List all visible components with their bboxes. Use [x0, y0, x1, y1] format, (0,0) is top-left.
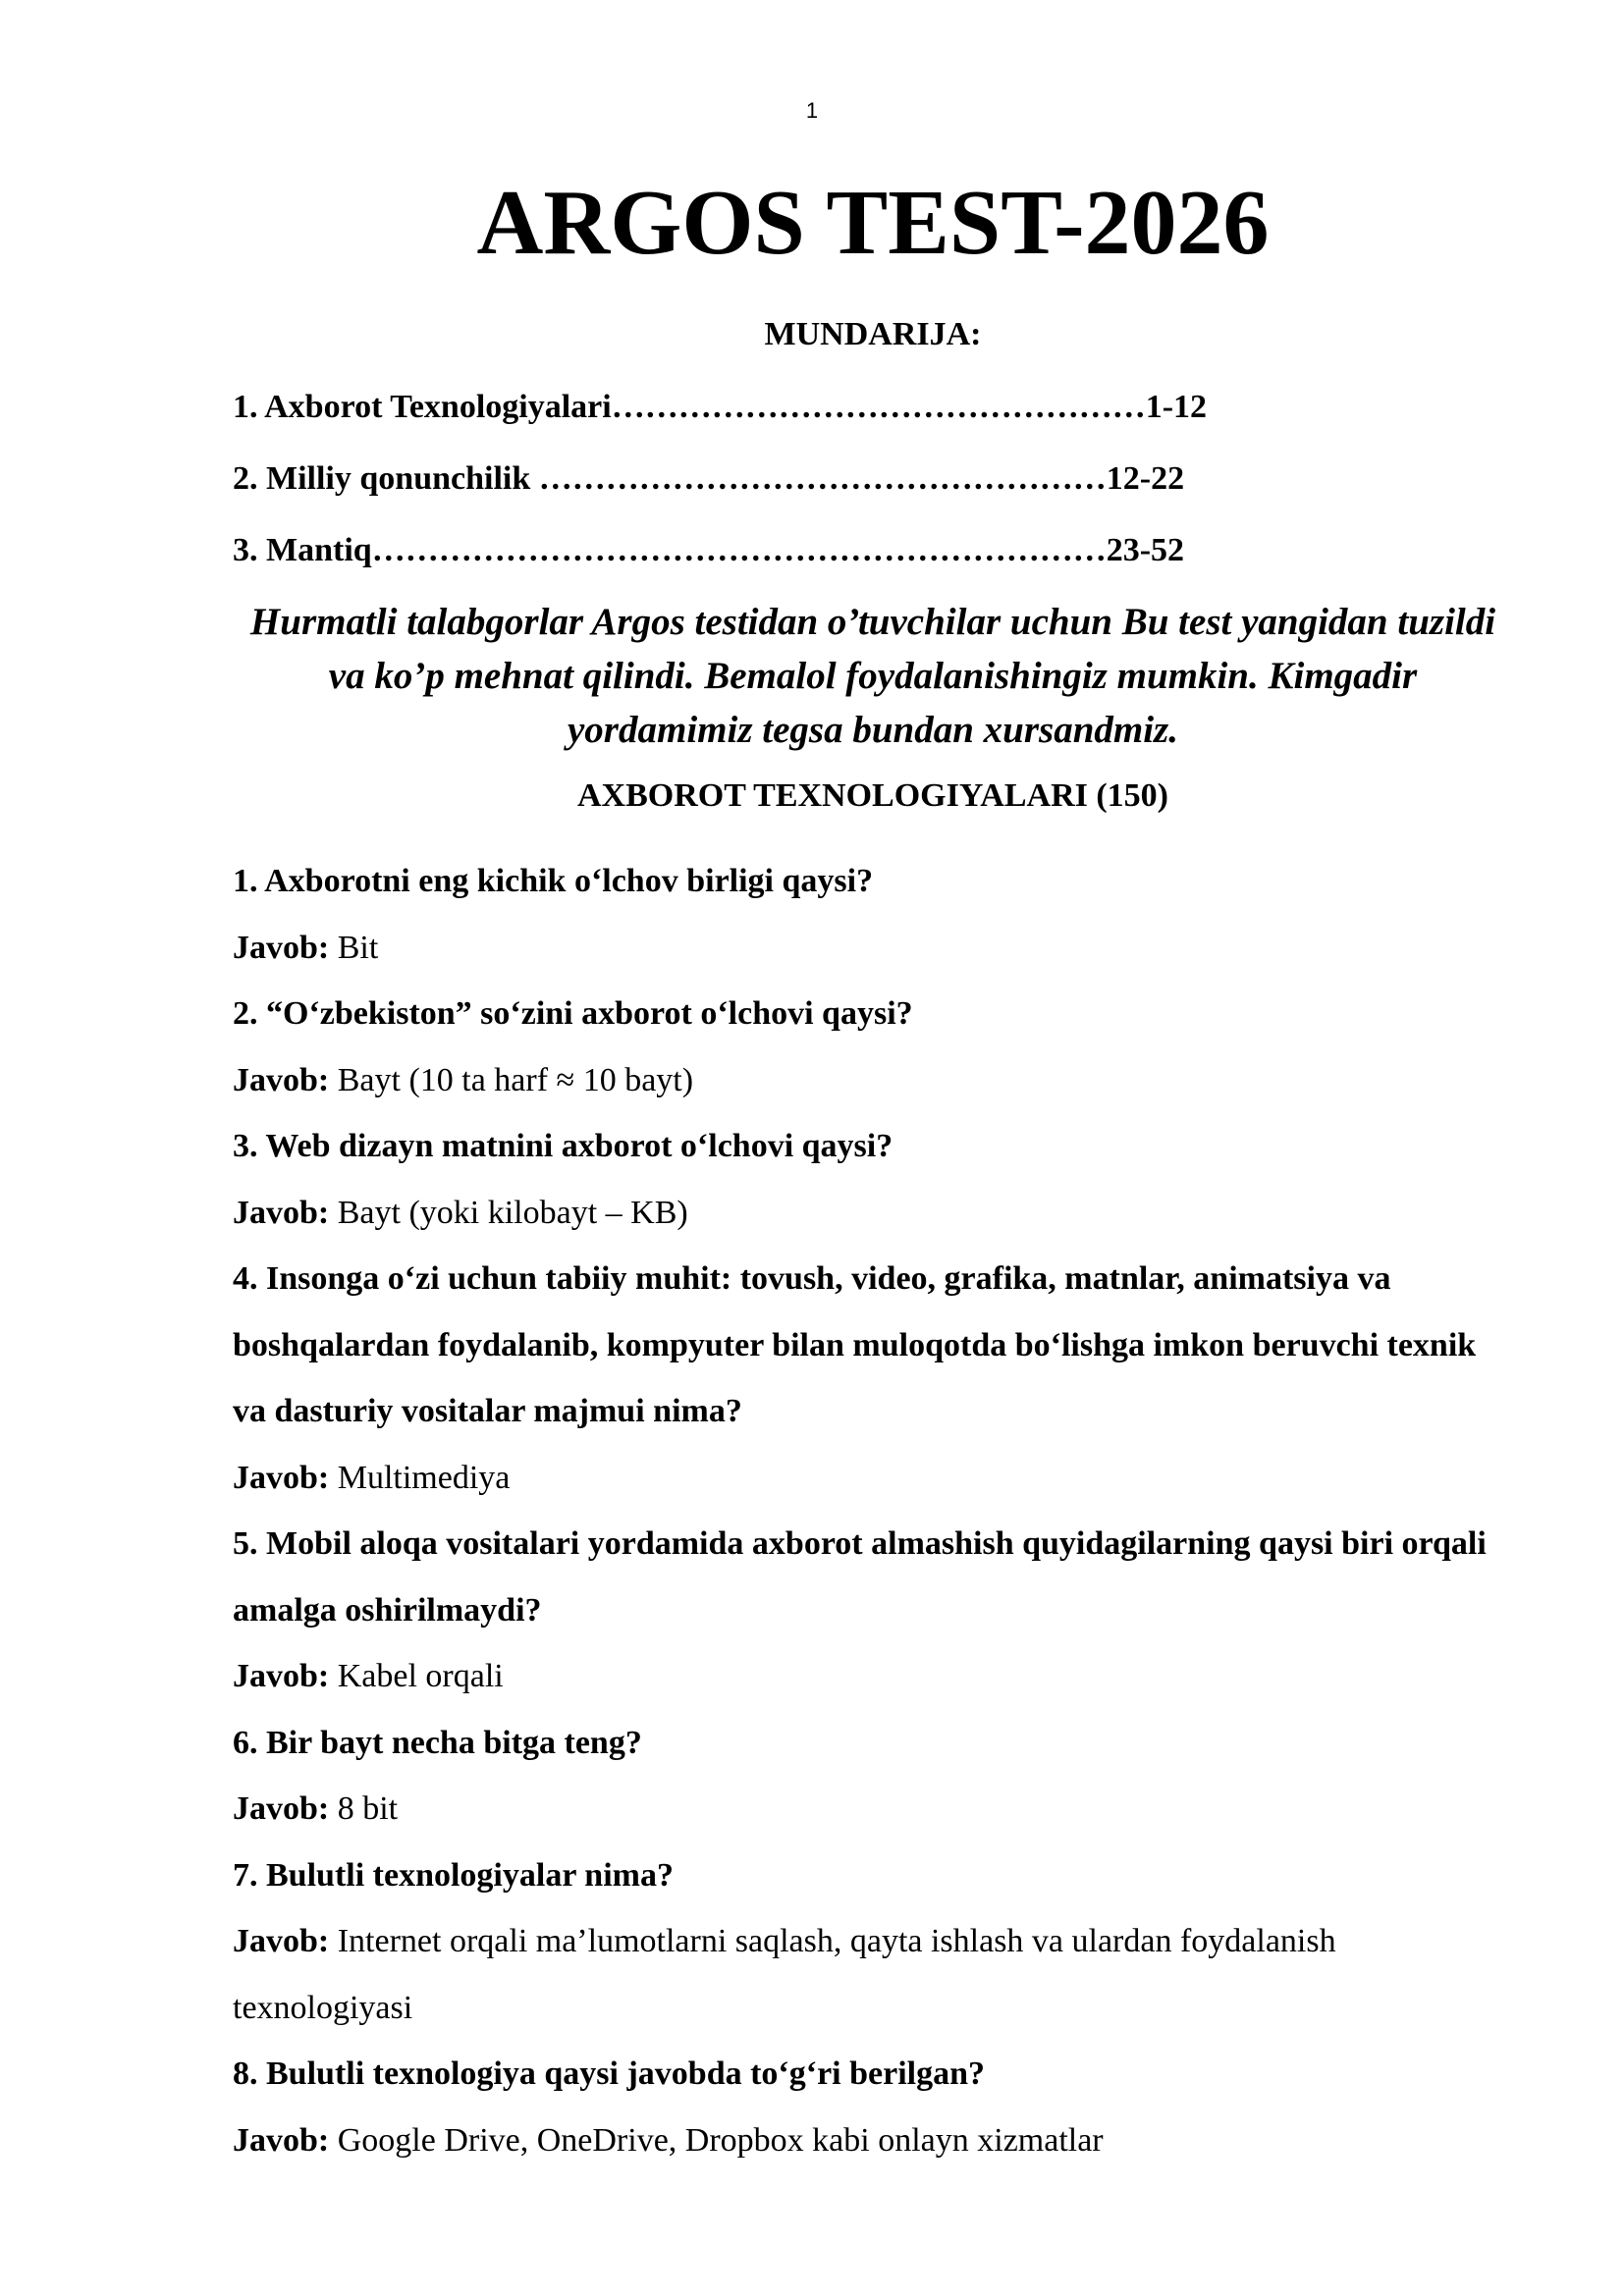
answer-line	[233, 1643, 1509, 1710]
answer-text: Bayt (10 ta harf ≈ 10 bayt)	[329, 1061, 694, 1098]
intro-paragraph: Hurmatli talabgorlar Argos testidan o’tuvchilar uchun Bu test yangidan tuzildi va ko’p mehnat qilindi. Bemalol foydalanishingiz mumkin. Kimgadir yordamimiz tegsa bundan xursandmiz.	[249, 601, 1496, 751]
section-heading: AXBOROT TEXNOLOGIYALARI (150)	[576, 777, 1169, 814]
question-text: 5. Mobil aloqa vositalari yordamida axborot almashish quyidagilarning qaysi biri orqali amalga oshirilmaydi?	[233, 1525, 1487, 1629]
toc-leader-dots: …………………………………………	[611, 389, 1146, 425]
question-text: 6. Bir bayt necha bitga teng?	[233, 1724, 642, 1761]
answer-line	[233, 1180, 1509, 1247]
toc-heading: MUNDARIJA:	[764, 316, 982, 352]
question-text: 2. “O‘zbekiston” so‘zini axborot o‘lchovi qaysi?	[233, 995, 913, 1032]
toc-item[interactable]	[233, 526, 1381, 598]
answer-label: Javob:	[233, 1923, 330, 1959]
answer-label: Javob:	[233, 1658, 330, 1694]
answer-label: Javob:	[233, 1194, 330, 1231]
toc-item[interactable]	[233, 454, 1381, 526]
answer-text: Multimediya	[329, 1459, 511, 1496]
question-text: 7. Bulutli texnologiyalar nima?	[233, 1856, 674, 1894]
toc-item-pages: 1-12	[1145, 389, 1208, 425]
question-text: 4. Insonga o‘zi uchun tabiiy muhit: tovush, video, grafika, matnlar, animatsiya va boshqalardan foydalanib, kompyuter bilan muloqotda bo‘lishga imkon beruvchi texnik va dasturiy vositalar majmui nima?	[233, 1260, 1477, 1429]
answer-text: 8 bit	[329, 1790, 399, 1827]
answer-label: Javob:	[233, 1459, 330, 1496]
document-title: ARGOS TEST-2026	[476, 172, 1270, 274]
answer-line	[233, 1047, 1509, 1114]
answer-label: Javob:	[233, 1790, 330, 1827]
answer-text: Google Drive, OneDrive, Dropbox kabi onlayn xizmatlar	[329, 2121, 1104, 2159]
answer-label: Javob:	[233, 2121, 330, 2159]
question-list	[233, 848, 1509, 2173]
answer-text: Bit	[329, 929, 379, 966]
answer-label: Javob:	[233, 929, 330, 966]
answer-line	[233, 2108, 1509, 2174]
toc-item-pages: 23-52	[1106, 532, 1185, 568]
question-text: 1. Axborotni eng kichik o‘lchov birligi qaysi?	[233, 863, 874, 899]
table-of-contents	[233, 383, 1381, 598]
toc-leader-dots: …………………………………………………………	[371, 532, 1107, 568]
toc-leader-dots: ……………………………………………	[538, 460, 1107, 497]
answer-text: Kabel orqali	[329, 1658, 504, 1694]
answer-line	[233, 1776, 1509, 1842]
toc-item-label: 2. Milliy qonunchilik	[233, 460, 539, 497]
toc-item[interactable]	[233, 383, 1381, 454]
toc-item-label: 1. Axborot Texnologiyalari	[233, 389, 612, 425]
answer-label: Javob:	[233, 1061, 330, 1098]
answer-line	[233, 915, 1509, 982]
answer-line	[233, 1445, 1509, 1512]
question-text: 8. Bulutli texnologiya qaysi javobda to‘g‘ri berilgan?	[233, 2056, 985, 2092]
answer-line	[233, 1908, 1509, 2041]
toc-item-label: 3. Mantiq	[233, 532, 372, 568]
answer-text: Bayt (yoki kilobayt – KB)	[329, 1194, 688, 1231]
page-number: 1	[805, 98, 819, 123]
toc-item-pages: 12-22	[1106, 460, 1185, 497]
question-text: 3. Web dizayn matnini axborot o‘lchovi qaysi?	[233, 1128, 893, 1164]
answer-text: Internet orqali ma’lumotlarni saqlash, qayta ishlash va ulardan foydalanish texnologiyasi	[233, 1923, 1336, 2026]
